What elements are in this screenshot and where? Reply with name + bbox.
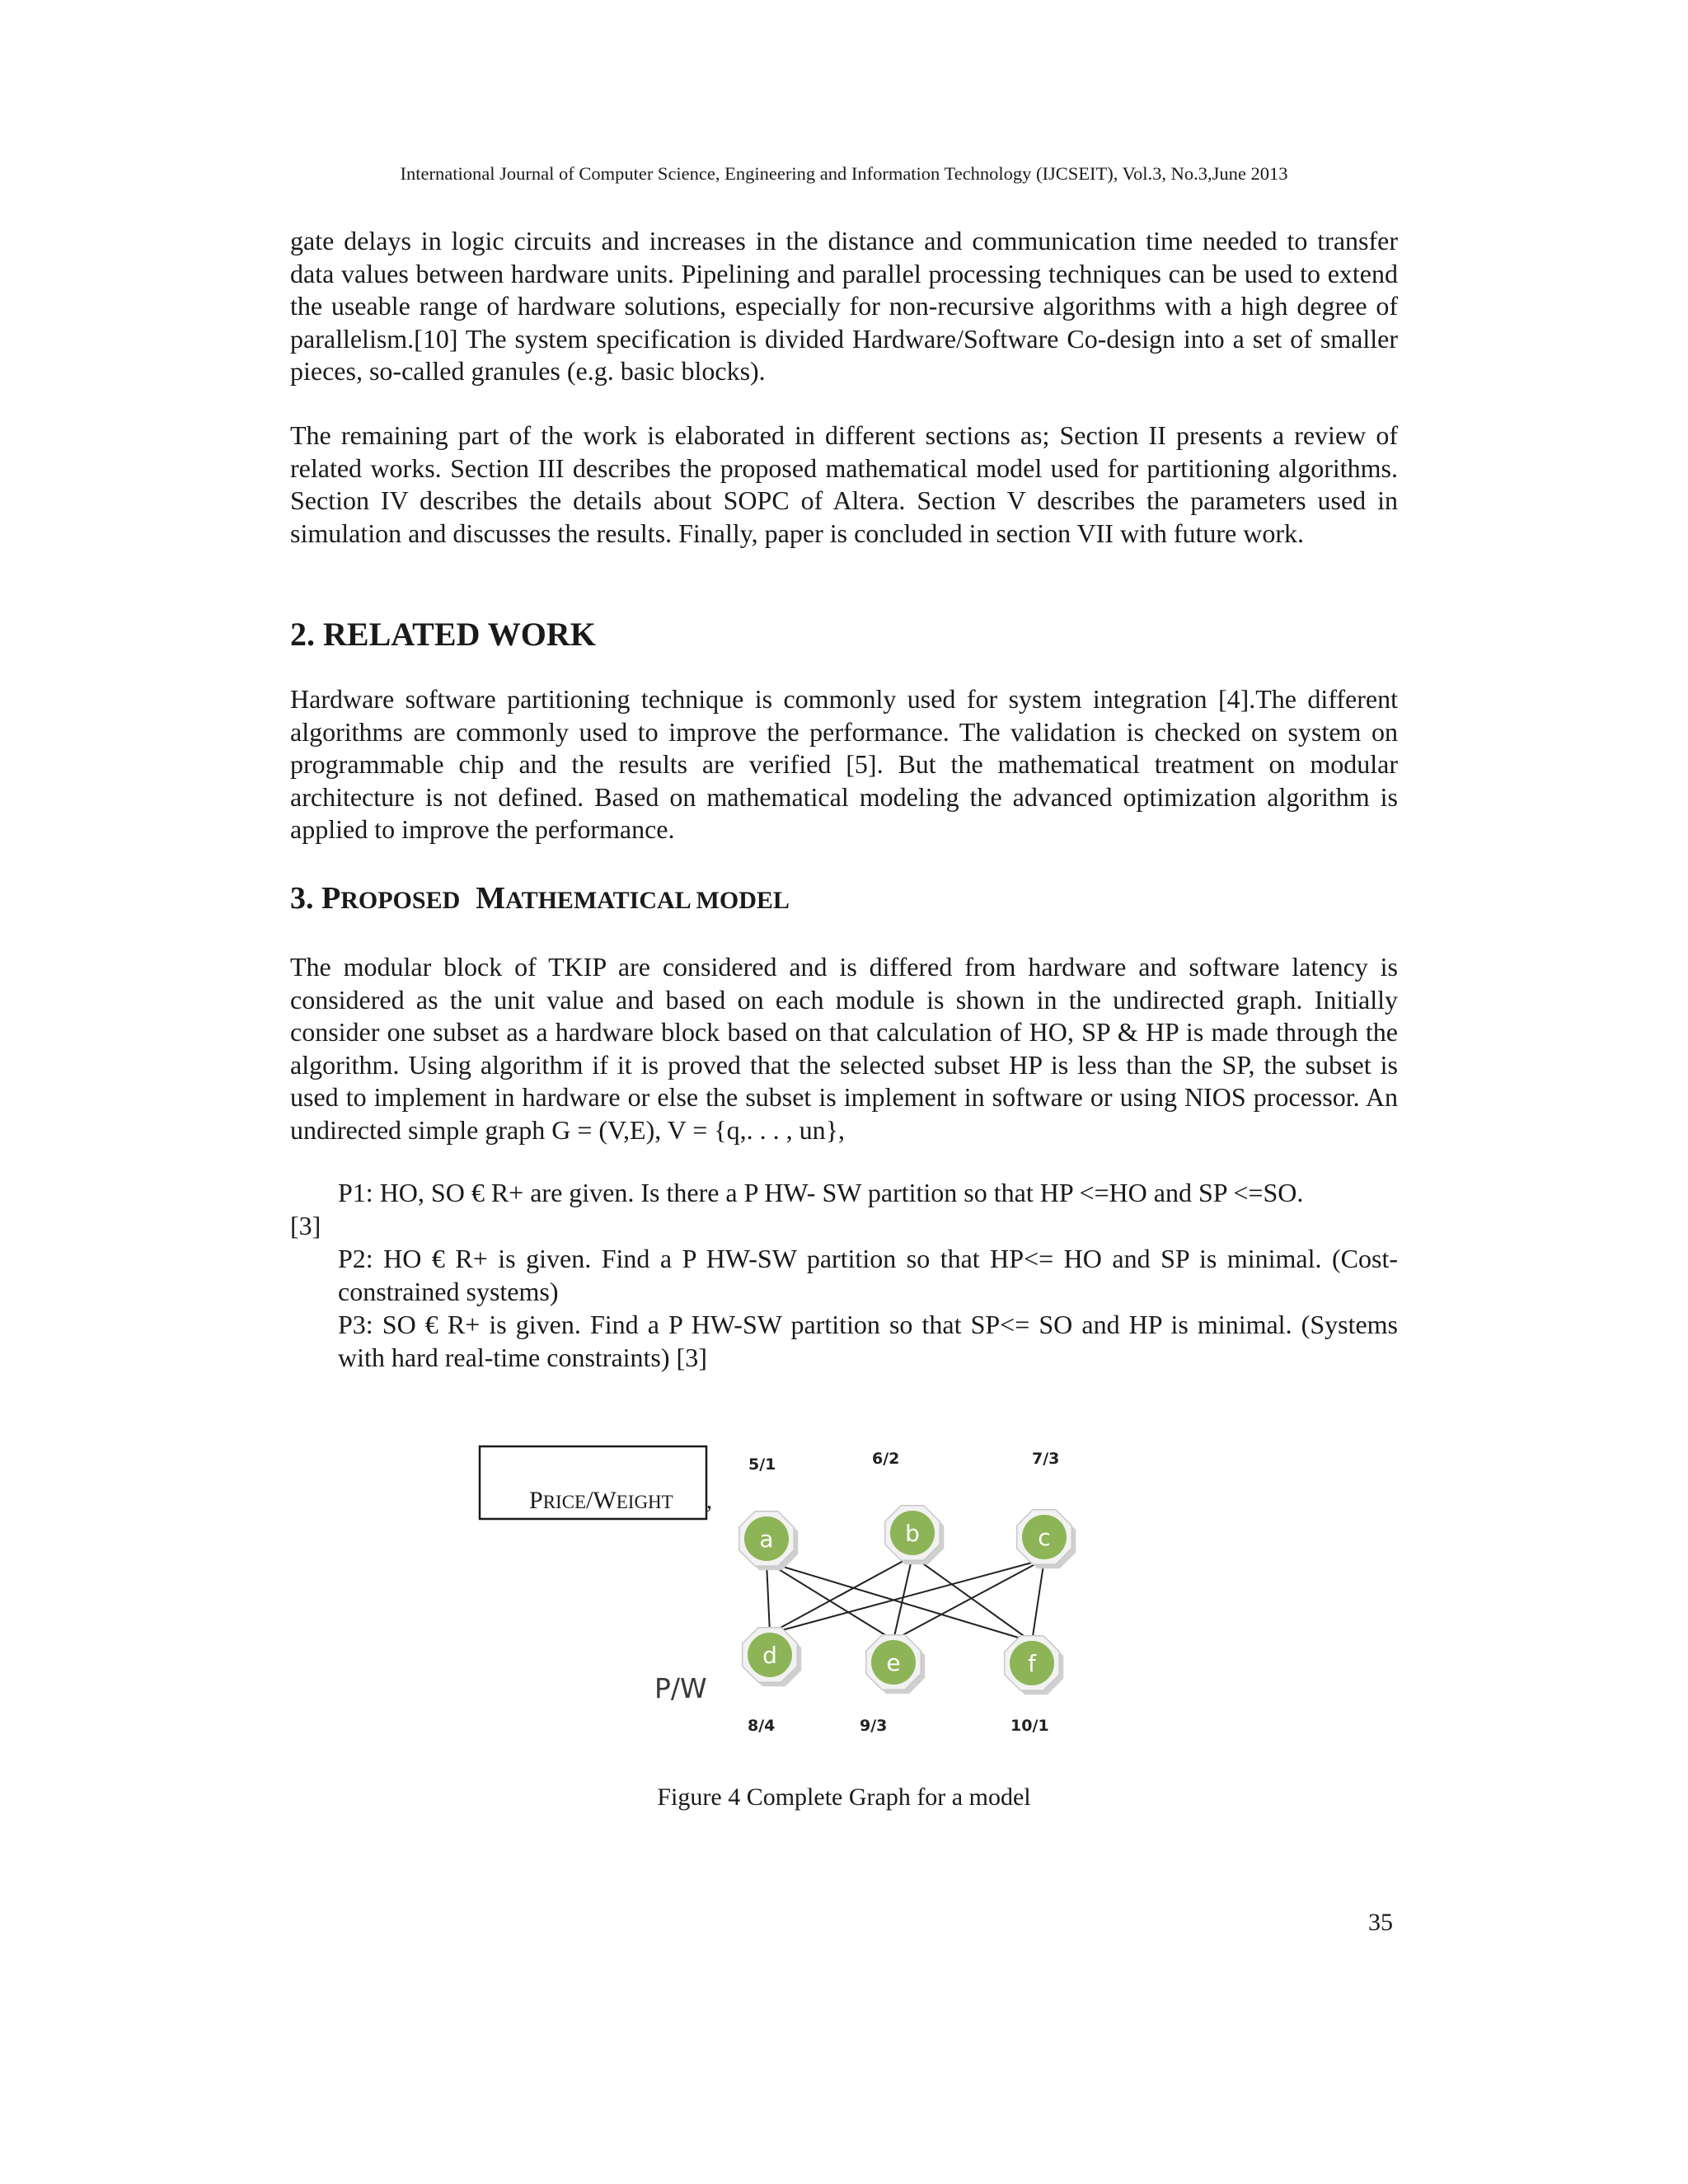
node-weight-c: 7/3: [1032, 1450, 1060, 1468]
intro-paragraph-1: gate delays in logic circuits and increases in the distance and communication time needed to transfer data values between hardware units. Pipelining and parallel processing techniques can be used to extend the useable range of hardware solutions, especially for non-recursive algorithms with a high degree of parallelism.[10] The system specification is divided Hardware/Software Co-design into a set of smaller pieces, so-called granules (e.g. basic blocks).: [290, 226, 1398, 386]
node-label-b: b: [905, 1520, 920, 1547]
page-number: 35: [1368, 1909, 1393, 1936]
graph-nodes: [739, 1450, 1076, 1735]
running-head: International Journal of Computer Science, Engineering and Information Technology (IJCSEIT), Vol.3, No.3,June 2013: [400, 163, 1288, 184]
pw-axis-label: P/W: [654, 1672, 707, 1704]
graph-node-a: [739, 1455, 799, 1570]
node-label-e: e: [886, 1649, 901, 1676]
node-weight-d: 8/4: [748, 1717, 776, 1735]
node-label-d: d: [762, 1642, 777, 1669]
section-3-heading: 3. PROPOSED MATHEMATICAL MODEL: [290, 881, 790, 916]
graph-edge-c-f: [1032, 1559, 1044, 1642]
node-weight-e: 9/3: [860, 1717, 888, 1735]
graph-edge-c-e: [893, 1559, 1044, 1640]
legend-comma: ,: [706, 1488, 712, 1514]
legend-label: PRICE/WEIGHT: [529, 1487, 673, 1514]
node-label-a: a: [759, 1526, 774, 1553]
node-weight-f: 10/1: [1010, 1717, 1049, 1735]
node-weight-b: 6/2: [872, 1450, 900, 1468]
graph-node-d: [743, 1628, 802, 1735]
problem-p2: P2: HO € R+ is given. Find a P HW-SW partition so that HP<= HO and SP is minimal. (Cost-constrained systems): [338, 1244, 1398, 1306]
graph-edge-b-f: [912, 1556, 1032, 1642]
graph-svg: [470, 1418, 1129, 1747]
complete-graph-figure: [470, 1418, 1129, 1747]
node-label-f: f: [1028, 1650, 1036, 1677]
section-3-paragraph: The modular block of TKIP are considered and is differed from hardware and software latency is considered as the unit value and based on each module is shown in the undirected graph. Initially consider one subset as a hardware block based on that calculation of HO, SP & HP is made through the algorithm. Using algorithm if it is proved that the selected subset HP is less than the SP, the subset is used to implement in hardware or else the subset is implement in software or using NIOS processor. An undirected simple graph G = (V,E), V = {q,. . . , un},: [290, 952, 1398, 1145]
problem-p3: P3: SO € R+ is given. Find a P HW-SW partition so that SP<= SO and HP is minimal. (Systems with hard real-time constraints) [3]: [338, 1310, 1398, 1372]
problem-p1: P1: HO, SO € R+ are given. Is there a P HW- SW partition so that HP <=HO and SP <=SO.: [338, 1178, 1304, 1207]
node-label-c: c: [1038, 1524, 1051, 1551]
figure-caption: Figure 4 Complete Graph for a model: [657, 1783, 1031, 1811]
graph-edge-b-d: [770, 1556, 912, 1633]
section-2-heading: 2. RELATED WORK: [290, 616, 596, 653]
problem-p1-ref: [3]: [290, 1211, 321, 1240]
section-2-paragraph: Hardware software partitioning technique is commonly used for system integration [4].The different algorithms are commonly used to improve the performance. The validation is checked on system on programmable chip and the results are verified [5]. But the mathematical treatment on modular architecture is not defined. Based on mathematical modeling the advanced optimization algorithm is applied to improve the performance.: [290, 684, 1398, 844]
graph-node-e: [860, 1635, 925, 1735]
intro-paragraph-2: The remaining part of the work is elaborated in different sections as; Section II presents a review of related works. Section III describes the proposed mathematical model used for partitioning algorithms. Section IV describes the details about SOPC of Altera. Section V describes the parameters used in simulation and discusses the results. Finally, paper is concluded in section VII with future work.: [290, 420, 1398, 548]
graph-edges: [767, 1556, 1044, 1642]
graph-node-f: [1005, 1636, 1064, 1735]
graph-edge-c-d: [770, 1559, 1044, 1633]
graph-node-b: [872, 1450, 944, 1564]
graph-node-c: [1017, 1450, 1076, 1568]
graph-edge-a-d: [767, 1562, 770, 1633]
node-weight-a: 5/1: [748, 1455, 776, 1474]
